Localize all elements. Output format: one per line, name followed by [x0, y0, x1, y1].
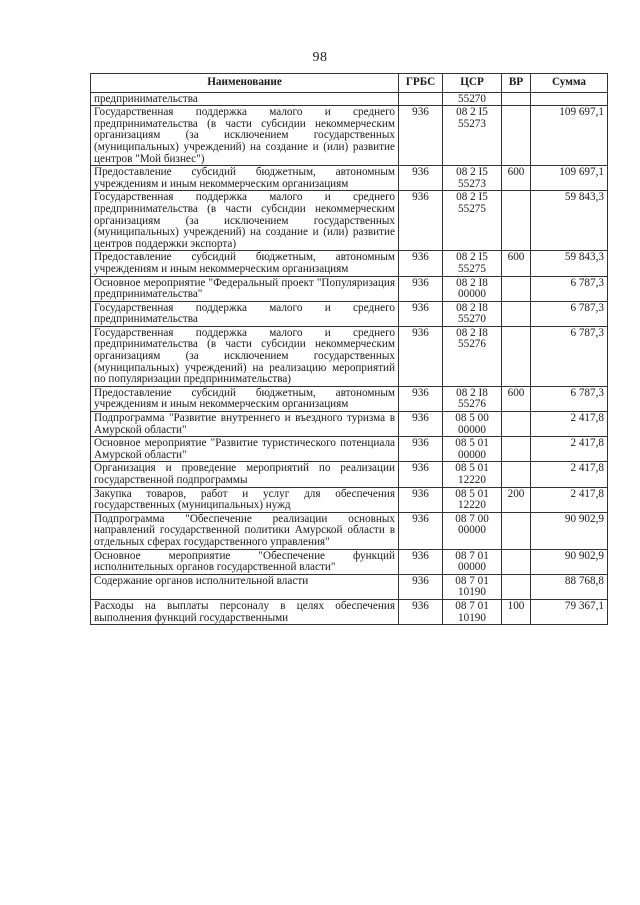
row-csr-cell [443, 512, 502, 549]
row-name-cell: предпринимательства [91, 92, 399, 106]
row-csr-cell [443, 326, 502, 386]
row-name-cell: Государственная поддержка малого и среднего предпринимательства (в части субсидии некоммерческим организациям (за исключением государственных (муниципальных) учреждений) на создание и (или) развитие центров поддержки экспорта) [91, 191, 399, 251]
row-vr-cell [502, 462, 531, 487]
csr-code-suffix: 00000 [458, 288, 486, 301]
row-grbs-cell: 936 [399, 166, 443, 191]
row-sum-cell: 90 902,9 [531, 512, 608, 549]
csr-code-suffix: 55273 [458, 177, 486, 190]
row-vr-cell [502, 437, 531, 462]
row-grbs-cell: 936 [399, 574, 443, 599]
row-grbs-cell [399, 92, 443, 106]
csr-code-suffix: 12220 [458, 499, 486, 512]
row-sum-cell: 6 787,3 [531, 386, 608, 411]
csr-code-part: 55270 [458, 92, 486, 105]
table-body [91, 92, 608, 625]
budget-table [90, 73, 608, 625]
row-csr-cell [443, 599, 502, 624]
csr-code-part: 08 5 01 [455, 462, 489, 475]
csr-code-suffix: 55273 [458, 117, 486, 130]
table-row [91, 386, 608, 411]
csr-code-part: 08 7 00 [455, 512, 489, 525]
row-csr-cell [443, 166, 502, 191]
csr-code-part: 08 2 I5 [456, 191, 488, 204]
row-grbs-cell: 936 [399, 487, 443, 512]
row-grbs-cell: 936 [399, 549, 443, 574]
row-grbs-cell: 936 [399, 326, 443, 386]
row-grbs-cell: 936 [399, 512, 443, 549]
table-row [91, 549, 608, 574]
row-name-cell: Предоставление субсидий бюджетным, автономным учреждениям и иным некоммерческим организациям [91, 386, 399, 411]
row-sum-cell: 109 697,1 [531, 106, 608, 166]
table-row [91, 191, 608, 251]
row-csr-cell [443, 191, 502, 251]
row-sum-cell: 2 417,8 [531, 437, 608, 462]
row-name-cell: Государственная поддержка малого и среднего предпринимательства (в части субсидии некоммерческим организациям (за исключением государственных (муниципальных) учреждений) на создание и (или) развитие центров "Мой бизнес") [91, 106, 399, 166]
row-sum-cell: 59 843,3 [531, 191, 608, 251]
row-name-cell: Закупка товаров, работ и услуг для обеспечения государственных (муниципальных) нужд [91, 487, 399, 512]
csr-code-suffix: 55275 [458, 202, 486, 215]
row-grbs-cell: 936 [399, 437, 443, 462]
row-vr-cell [502, 412, 531, 437]
csr-code-suffix: 10190 [458, 586, 486, 599]
table-row [91, 437, 608, 462]
table-row [91, 462, 608, 487]
csr-code-suffix: 55275 [458, 262, 486, 275]
csr-code-part: 08 2 I8 [456, 326, 488, 339]
table-row [91, 251, 608, 276]
row-grbs-cell: 936 [399, 412, 443, 437]
csr-code-part: 08 2 I8 [456, 386, 488, 399]
row-vr-cell [502, 512, 531, 549]
table-row [91, 412, 608, 437]
row-vr-cell [502, 301, 531, 326]
table-row [91, 599, 608, 624]
row-grbs-cell: 936 [399, 301, 443, 326]
row-csr-cell [443, 301, 502, 326]
row-vr-cell [502, 92, 531, 106]
row-sum-cell [531, 92, 608, 106]
csr-code-part: 08 5 01 [455, 487, 489, 500]
row-grbs-cell: 936 [399, 462, 443, 487]
csr-code-part: 08 7 01 [455, 599, 489, 612]
row-sum-cell: 88 768,8 [531, 574, 608, 599]
column-header-name: Наименование [91, 74, 399, 93]
table-row [91, 512, 608, 549]
row-csr-cell [443, 462, 502, 487]
csr-code-suffix: 00000 [458, 448, 486, 461]
row-sum-cell: 79 367,1 [531, 599, 608, 624]
row-name-cell: Подпрограмма "Развитие внутреннего и въездного туризма в Амурской области" [91, 412, 399, 437]
row-sum-cell: 109 697,1 [531, 166, 608, 191]
row-csr-cell [443, 412, 502, 437]
csr-code-suffix: 55276 [458, 338, 486, 351]
csr-code-suffix: 00000 [458, 524, 486, 537]
row-name-cell: Государственная поддержка малого и среднего предпринимательства (в части субсидии некоммерческим организациям (за исключением государственных (муниципальных) учреждений) на реализацию мероприятий по популяризации предпринимательства) [91, 326, 399, 386]
row-vr-cell: 600 [502, 386, 531, 411]
page-number: 98 [312, 50, 328, 65]
table-row [91, 276, 608, 301]
row-name-cell: Основное мероприятие "Обеспечение функций исполнительных органов государственной власти" [91, 549, 399, 574]
row-sum-cell: 6 787,3 [531, 326, 608, 386]
row-grbs-cell: 936 [399, 106, 443, 166]
row-csr-cell [443, 549, 502, 574]
row-grbs-cell: 936 [399, 251, 443, 276]
row-name-cell: Организация и проведение мероприятий по реализации государственной подпрограммы [91, 462, 399, 487]
table-row [91, 92, 608, 106]
table-row [91, 106, 608, 166]
row-name-cell: Предоставление субсидий бюджетным, автономным учреждениям и иным некоммерческим организациям [91, 251, 399, 276]
row-name-cell: Расходы на выплаты персоналу в целях обеспечения выполнения функций государственными [91, 599, 399, 624]
row-sum-cell: 2 417,8 [531, 412, 608, 437]
row-csr-cell [443, 251, 502, 276]
row-vr-cell: 600 [502, 251, 531, 276]
csr-code-suffix: 10190 [458, 611, 486, 624]
column-header-csr: ЦСР [443, 74, 502, 93]
row-csr-cell [443, 276, 502, 301]
row-csr-cell [443, 386, 502, 411]
row-vr-cell: 100 [502, 599, 531, 624]
row-name-cell: Предоставление субсидий бюджетным, автономным учреждениям и иным некоммерческим организациям [91, 166, 399, 191]
column-header-sum: Сумма [531, 74, 608, 93]
csr-code-suffix: 12220 [458, 474, 486, 486]
row-sum-cell: 6 787,3 [531, 301, 608, 326]
row-csr-cell [443, 437, 502, 462]
csr-code-part: 08 2 I8 [456, 301, 488, 314]
row-sum-cell: 59 843,3 [531, 251, 608, 276]
csr-code-suffix: 55270 [458, 313, 486, 326]
column-header-vr: ВР [502, 74, 531, 93]
row-vr-cell [502, 326, 531, 386]
csr-code-part: 08 7 01 [455, 549, 489, 562]
row-vr-cell [502, 106, 531, 166]
row-csr-cell [443, 487, 502, 512]
row-name-cell: Государственная поддержка малого и среднего предпринимательства [91, 301, 399, 326]
row-grbs-cell: 936 [399, 276, 443, 301]
row-vr-cell [502, 549, 531, 574]
csr-code-suffix: 00000 [458, 561, 486, 574]
row-grbs-cell: 936 [399, 191, 443, 251]
row-name-cell: Основное мероприятие "Развитие туристического потенциала Амурской области" [91, 437, 399, 462]
csr-code-suffix: 00000 [458, 423, 486, 436]
table-row [91, 487, 608, 512]
row-grbs-cell: 936 [399, 386, 443, 411]
csr-code-part: 08 2 I5 [456, 251, 488, 264]
row-sum-cell: 2 417,8 [531, 462, 608, 487]
table-row [91, 301, 608, 326]
row-sum-cell: 90 902,9 [531, 549, 608, 574]
table-row [91, 326, 608, 386]
row-sum-cell: 6 787,3 [531, 276, 608, 301]
row-csr-cell [443, 92, 502, 106]
table-row [91, 574, 608, 599]
row-name-cell: Содержание органов исполнительной власти [91, 574, 399, 599]
row-vr-cell: 600 [502, 166, 531, 191]
csr-code-part: 08 2 I5 [456, 166, 488, 179]
row-csr-cell [443, 106, 502, 166]
row-vr-cell [502, 574, 531, 599]
row-name-cell: Подпрограмма "Обеспечение реализации основных направлений государственной политики Амурской области в отдельных сферах государственного управления" [91, 512, 399, 549]
row-csr-cell [443, 574, 502, 599]
csr-code-part: 08 7 01 [455, 574, 489, 587]
table-row [91, 166, 608, 191]
row-sum-cell: 2 417,8 [531, 487, 608, 512]
row-vr-cell [502, 276, 531, 301]
row-name-cell: Основное мероприятие "Федеральный проект "Популяризация предпринимательства" [91, 276, 399, 301]
column-header-grbs: ГРБС [399, 74, 443, 93]
table-header-row [91, 74, 608, 93]
row-vr-cell: 200 [502, 487, 531, 512]
row-vr-cell [502, 191, 531, 251]
row-grbs-cell: 936 [399, 599, 443, 624]
csr-code-part: 08 2 I5 [456, 106, 488, 119]
csr-code-part: 08 2 I8 [456, 276, 488, 289]
csr-code-part: 08 5 00 [455, 412, 489, 425]
csr-code-suffix: 55276 [458, 398, 486, 411]
csr-code-part: 08 5 01 [455, 437, 489, 450]
